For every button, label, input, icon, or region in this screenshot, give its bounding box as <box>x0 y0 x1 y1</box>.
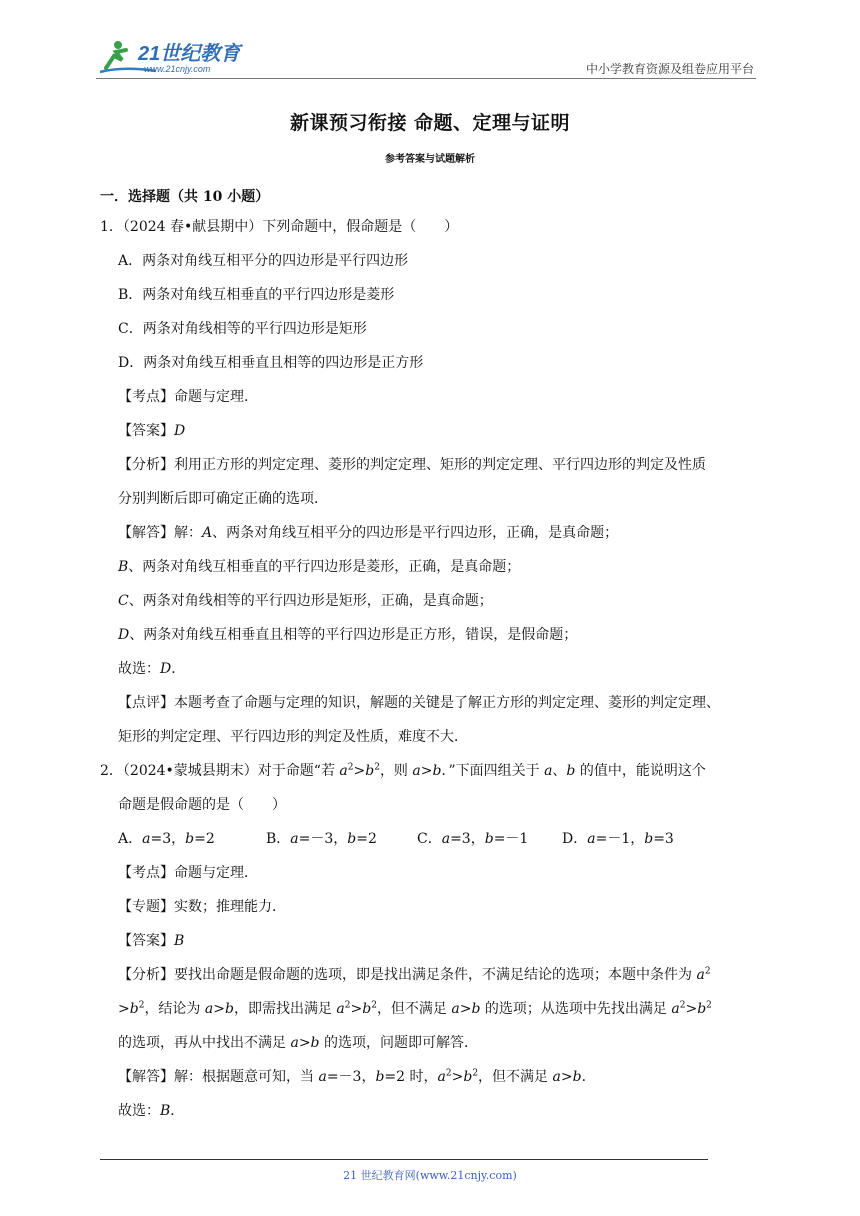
q1-solution-1: 【解答】解：A、两条对角线互相平分的四边形是平行四边形，正确，是真命题； <box>118 525 619 541</box>
logo-text: 21世纪教育 <box>138 43 241 65</box>
q1-option-b: B．两条对角线互相垂直的平行四边形是菱形 <box>118 287 395 303</box>
q2-option-b: B．a=－3，b=2 <box>266 831 377 847</box>
header-divider <box>96 78 756 79</box>
q1-option-a: A．两条对角线互相平分的四边形是平行四边形 <box>118 253 409 269</box>
q2-topic: 【专题】实数；推理能力． <box>118 899 286 915</box>
q1-kaodian: 【考点】命题与定理． <box>118 389 258 405</box>
footer-link[interactable]: 21 世纪教育网(www.21cnjy.com) <box>343 1169 517 1182</box>
q2-option-a: A．a=3，b=2 <box>118 831 215 847</box>
page-subtitle: 参考答案与试题解析 <box>385 154 475 165</box>
footer-divider <box>100 1159 708 1160</box>
q1-option-d: D．两条对角线互相垂直且相等的四边形是正方形 <box>118 355 424 371</box>
q1-choice: 故选：D． <box>118 661 186 677</box>
q1-solution-3: C、两条对角线相等的平行四边形是矩形，正确，是真命题； <box>118 593 493 609</box>
q2-option-c: C．a=3，b=－1 <box>417 831 529 847</box>
q2-solution: 【解答】解：根据题意可知，当 a=－3，b=2 时，$a^2>b^2$，但不满足 a>b． <box>118 1068 596 1085</box>
q1-analysis-1: 【分析】利用正方形的判定定理、菱形的判定定理、矩形的判定定理、平行四边形的判定及性质 <box>118 457 706 473</box>
q1-comment-1: 【点评】本题考查了命题与定理的知识，解题的关键是了解正方形的判定定理、菱形的判定定理、 <box>118 695 720 711</box>
q2-stem-1: 2．（2024•蒙城县期末）对于命题“若 $a^2>b^2$，则 a>b．”下面四组关于 a、b 的值中，能说明这个 <box>100 762 706 779</box>
q1-solution-4: D、两条对角线互相垂直且相等的平行四边形是正方形，错误，是假命题； <box>118 627 578 643</box>
page-title: 新课预习衔接 命题、定理与证明 <box>289 112 571 134</box>
q1-option-c: C．两条对角线相等的平行四边形是矩形 <box>118 321 367 337</box>
q2-stem-2: 命题是假命题的是（ ） <box>118 797 286 813</box>
q2-option-d: D．a=－1，b=3 <box>562 831 674 847</box>
q2-kaodian: 【考点】命题与定理． <box>118 865 258 881</box>
site-logo <box>96 38 256 78</box>
q1-solution-2: B、两条对角线互相垂直的平行四边形是菱形，正确，是真命题； <box>118 559 521 575</box>
q1-answer: 【答案】D <box>118 423 186 439</box>
header-platform-text: 中小学教育资源及组卷应用平台 <box>585 62 754 76</box>
q1-comment-2: 矩形的判定定理、平行四边形的判定及性质，难度不大． <box>118 729 468 745</box>
q1-stem: 1．（2024 春•献县期中）下列命题中，假命题是（ ） <box>100 219 459 235</box>
q2-analysis-3: 的选项，再从中找出不满足 a>b 的选项，问题即可解答． <box>118 1035 478 1051</box>
q2-answer: 【答案】B <box>118 933 185 949</box>
q2-analysis-1: 【分析】要找出命题是假命题的选项，即是找出满足条件，不满足结论的选项；本题中条件为 $a^2$ <box>118 966 711 983</box>
q1-analysis-2: 分别判断后即可确定正确的选项． <box>118 491 328 507</box>
section-heading: 一．选择题（共 10 小题） <box>100 189 270 205</box>
logo-url: www.21cnjy.com <box>144 64 211 74</box>
q2-analysis-2: $>b^2$，结论为 a>b，即需找出满足 $a^2>b^2$，但不满足 a>b 的选项；从选项中先找出满足 $a^2>b^2$ <box>118 1000 712 1017</box>
q2-choice: 故选：B． <box>118 1103 185 1119</box>
